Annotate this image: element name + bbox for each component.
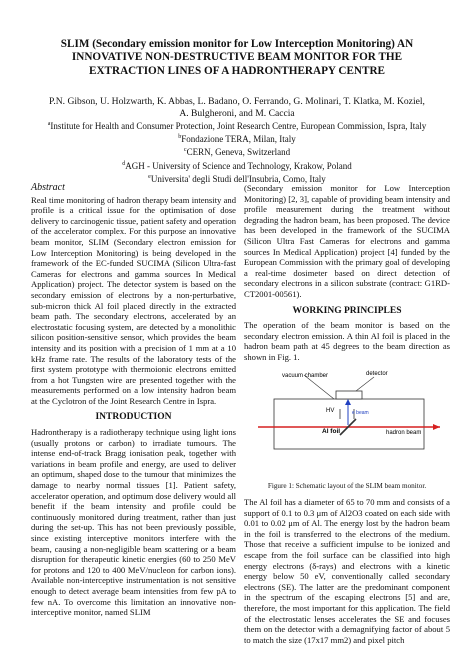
title-line-3: EXTRACTION LINES OF A HADRONTHERAPY CENTRE: [89, 64, 385, 77]
affiliation-text: AGH - University of Science and Technology, Krakow, Poland: [125, 160, 352, 171]
working-principles-text: The operation of the beam monitor is based on the secondary electron emission. A thin Al foil is placed in the hadron beam path at 45 degrees to the beam direction as shown in Fig. 1.: [244, 320, 450, 362]
paper-title: [20, 38, 454, 78]
al-foil-label: Al foil: [322, 427, 341, 435]
authors-line-2: A. Bulgheroni, and M. Caccia: [179, 108, 295, 119]
abstract-text: Real time monitoring of hadron therapy beam intensity and profile is a critical issue for the optimisation of dose delivery to carcinogenic tissue, patient safety and operation of the accelerator complex. For this purpose an innovative beam monitor, SLIM (Secondary electron emission for Low Interception Monitoring) is being developed in the framework of the EC-funded SUCIMA (Silicon Ultra-fast Cameras for electrons and gamma sources In Medical Application) project. The detector system is based on the secondary emission of electrons by a non-perturbative, sub-micron thick Al foil placed directly in the extracted beam path. The secondary electrons, accelerated by an electrostatic focusing system, are detected by a monolithic silicon position-sensitive sensor, which provides the beam intensity and its position with a precision of 1 mm at a 10 kHz frame rate. The results of the laboratory tests of the first system prototype with thermoionic electrons emitted from a hot Tungsten wire are presented together with the measurements performed on a low intensity hadron beam at the Cyclotron of the Joint Research Centre in Ispra.: [31, 194, 236, 406]
affiliation-mark: b: [178, 134, 182, 141]
abstract-heading: Abstract: [31, 182, 65, 193]
affiliation-mark: e: [148, 173, 151, 180]
right-column: [244, 183, 450, 645]
affiliation-text: CERN, Geneva, Switzerland: [186, 147, 291, 158]
affiliation-mark: a: [47, 121, 51, 127]
affiliation-mark: c: [183, 147, 187, 154]
affiliation-mark: d: [122, 160, 126, 167]
affiliation-text: Fondazione TERA, Milan, Italy: [181, 134, 296, 145]
hadron-beam-arrow: [433, 424, 440, 430]
affiliation-text: Institute for Health and Consumer Protection, Joint Research Centre, European Commission, Ispra, Italy: [50, 121, 427, 131]
detector-pointer: [356, 377, 374, 391]
affiliation-c: [20, 145, 454, 158]
affiliation-d: [20, 159, 454, 172]
affiliation-a: [20, 119, 454, 132]
introduction-continued-text: (Secondary emission monitor for Low Interception Monitoring) [2, 3], capable of providing beam intensity and profile measurement during the treatment without degrading the hadron beam, has been proposed. The device has been developed in the framework of the SUCIMA (Silicon Ultra Fast Cameras for electrons and gamma sources In Medical Application) project [4] funded by the European Commission with the primary goal of developing a real-time dosimeter based on direct detection of secondary electrons in a silicon substrate (contract: G1RD-CT2001-00561).: [244, 183, 450, 299]
authors-line-1: P.N. Gibson, U. Holzwarth, K. Abbas, L. Badano, O. Ferrando, G. Molinari, T. Klatka, M. Koziel,: [49, 96, 425, 107]
title-line-2: INNOVATIVE NON-DESTRUCTIVE BEAM MONITOR FOR THE: [71, 51, 403, 64]
affiliation-b: [20, 132, 454, 145]
left-column: [31, 183, 236, 618]
vacuum-chamber-outline: [274, 399, 424, 449]
electron-beam-arrow: [345, 399, 351, 405]
working-principles-heading: WORKING PRINCIPLES: [292, 305, 402, 316]
hv-label: HV: [326, 407, 335, 414]
figure-1-caption: Figure 1: Schematic layout of the SLIM beam monitor.: [267, 481, 427, 490]
vacuum-chamber-label: vacuum chamber: [282, 372, 329, 379]
detector-box: [336, 391, 362, 399]
electron-beam-label: e beam: [352, 409, 369, 416]
hadron-beam-label: hadron beam: [386, 429, 422, 436]
slim-schematic-diagram: [244, 369, 450, 479]
introduction-text: Hadrontherapy is a radiotherapy technique using light ions (usually protons or carbon) to irradiate tumours. The intense end-of-track Bragg ionisation peak, together with variations in beam profile and energy, are used to deliver an optimum, shaped dose to the tumour that minimizes the damage to nearby normal tissues [1]. Patient safety, accelerator operation, and optimum dose delivery would all benefit if the beam intensity and profile could be continuously monitored during treatment, rather than just during the set-up. This has not been previously possible, since existing interceptive monitors interfere with the beam, causing a non-negligible beam scattering or a beam disruption for therapeutic kinetic energies (60 to 250 MeV for protons and 120 to 400 MeV/nucleon for carbon ions). Available non-interceptive instrumentation is not sensitive enough to detect average beam intensities from few pA to few nA. To overcome this limitation an innovative non-interceptive monitor, named SLIM: [31, 427, 236, 618]
al-foil-description-text: The Al foil has a diameter of 65 to 70 mm and consists of a support of 0.1 to 0.3 μm of Al2O3 coated on each side with 0.01 to 0.02 μm of Al. The energy lost by the hadron beam in the foil is transferred to the electrons of the medium. Those that receive a sufficient impulse to be ionized and escape from the foil surface can be classified into high energy electrons (δ-rays) and electrons with a kinetic energy below 50 eV, conventionally called secondary electrons (SE). The latter are the predominant component in the spectrum of the escaping electrons [5] and are, therefore, the most important for this application. The field of the electrostatic lenses accelerates the SE and focuses them on the detector with a demagnifying factor of about 5 to match the size (17x17 mm2) and pixel pitch: [244, 497, 450, 645]
author-list: [20, 96, 454, 120]
title-line-1: SLIM (Secondary emission monitor for Low Interception Monitoring) AN: [60, 38, 414, 50]
detector-label: detector: [366, 370, 388, 377]
introduction-heading: INTRODUCTION: [95, 412, 172, 423]
affiliations: [20, 119, 454, 185]
affiliation-text: Universita' degli Studi dell'Insubria, Como, Italy: [150, 173, 326, 184]
figure-1: [244, 369, 450, 479]
